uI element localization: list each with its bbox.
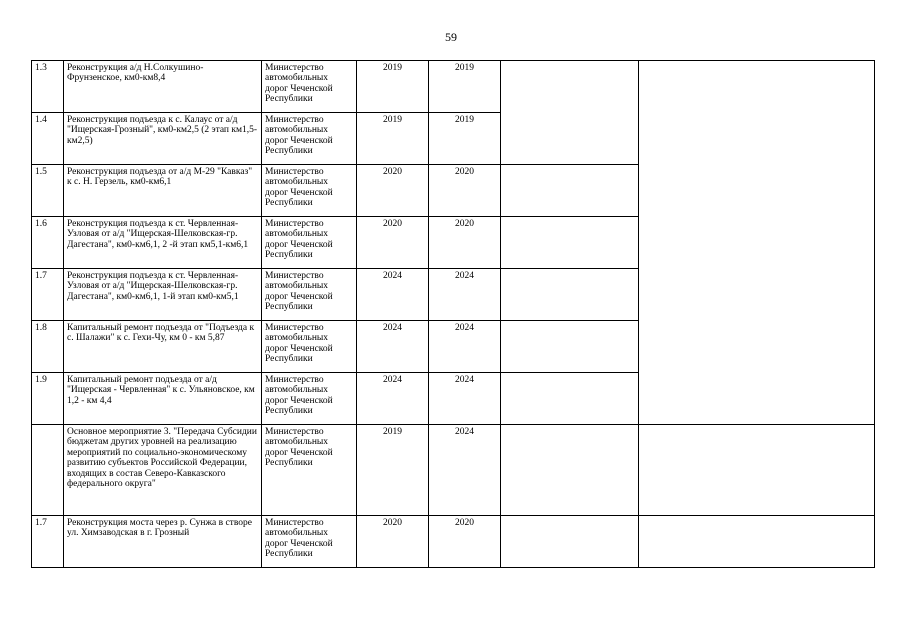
executor: Министерство автомобильных дорог Чеченской Республики — [262, 269, 357, 321]
end-year: 2020 — [429, 217, 501, 269]
row-number: 1.8 — [32, 321, 64, 373]
empty-cell — [639, 516, 875, 568]
start-year: 2020 — [357, 516, 429, 568]
empty-cell — [501, 373, 639, 425]
event-name: Реконструкция подъезда к ст. Червленная-Узловая от а/д "Ищерская-Шелковская-гр. Дагестана", км0-км6,1, 1-й этап км0-км5,1 — [64, 269, 262, 321]
row-number — [32, 425, 64, 516]
row-number: 1.7 — [32, 516, 64, 568]
executor: Министерство автомобильных дорог Чеченской Республики — [262, 165, 357, 217]
page-number: 59 — [445, 30, 457, 44]
empty-cell — [639, 61, 875, 425]
row-number: 1.7 — [32, 269, 64, 321]
empty-cell — [501, 425, 639, 516]
end-year: 2024 — [429, 321, 501, 373]
end-year: 2020 — [429, 516, 501, 568]
row-number: 1.5 — [32, 165, 64, 217]
start-year: 2020 — [357, 217, 429, 269]
empty-cell — [501, 61, 639, 165]
program-table — [31, 60, 875, 568]
empty-cell — [501, 269, 639, 321]
executor: Министерство автомобильных дорог Чеченской Республики — [262, 516, 357, 568]
empty-cell — [501, 165, 639, 217]
event-name: Капитальный ремонт подъезда от "Подъезда к с. Шалажи" к с. Гехи-Чу, км 0 - км 5,87 — [64, 321, 262, 373]
end-year: 2020 — [429, 165, 501, 217]
end-year: 2024 — [429, 269, 501, 321]
executor: Министерство автомобильных дорог Чеченской Республики — [262, 113, 357, 165]
end-year: 2024 — [429, 373, 501, 425]
end-year: 2024 — [429, 425, 501, 516]
event-name: Основное мероприятие 3. "Передача Субсидии бюджетам других уровней на реализацию мероприятий по социально-экономическому развитию субъектов Российской Федерации, входящих в состав Северо-Кавказского федерального округа" — [64, 425, 262, 516]
start-year: 2020 — [357, 165, 429, 217]
row-number: 1.9 — [32, 373, 64, 425]
event-name: Реконструкция моста через р. Сунжа в створе ул. Химзаводская в г. Грозный — [64, 516, 262, 568]
start-year: 2019 — [357, 113, 429, 165]
empty-cell — [501, 321, 639, 373]
executor: Министерство автомобильных дорог Чеченской Республики — [262, 425, 357, 516]
empty-cell — [501, 516, 639, 568]
start-year: 2024 — [357, 269, 429, 321]
event-name: Реконструкция подъезда к ст. Червленная-Узловая от а/д "Ищерская-Шелковская-гр. Дагестана", км0-км6,1, 2 -й этап км5,1-км6,1 — [64, 217, 262, 269]
empty-cell — [639, 425, 875, 516]
executor: Министерство автомобильных дорог Чеченской Республики — [262, 61, 357, 113]
executor: Министерство автомобильных дорог Чеченской Республики — [262, 217, 357, 269]
start-year: 2024 — [357, 373, 429, 425]
event-name: Реконструкция подъезда от а/д М-29 "Кавказ" к с. Н. Герзель, км0-км6,1 — [64, 165, 262, 217]
empty-cell — [501, 217, 639, 269]
end-year: 2019 — [429, 113, 501, 165]
end-year: 2019 — [429, 61, 501, 113]
start-year: 2019 — [357, 425, 429, 516]
executor: Министерство автомобильных дорог Чеченской Республики — [262, 321, 357, 373]
event-name: Реконструкция подъезда к с. Калаус от а/д "Ищерская-Грозный", км0-км2,5 (2 этап км1,5-км2,5) — [64, 113, 262, 165]
table-row — [32, 425, 875, 516]
start-year: 2019 — [357, 61, 429, 113]
event-name: Реконструкция а/д Н.Солкушино-Фрунзенское, км0-км8,4 — [64, 61, 262, 113]
row-number: 1.6 — [32, 217, 64, 269]
start-year: 2024 — [357, 321, 429, 373]
table-row — [32, 61, 875, 113]
row-number: 1.3 — [32, 61, 64, 113]
event-name: Капитальный ремонт подъезда от а/д "Ищерская - Червленная" к с. Ульяновское, км 1,2 - км 4,4 — [64, 373, 262, 425]
executor: Министерство автомобильных дорог Чеченской Республики — [262, 373, 357, 425]
row-number: 1.4 — [32, 113, 64, 165]
table-row — [32, 516, 875, 568]
